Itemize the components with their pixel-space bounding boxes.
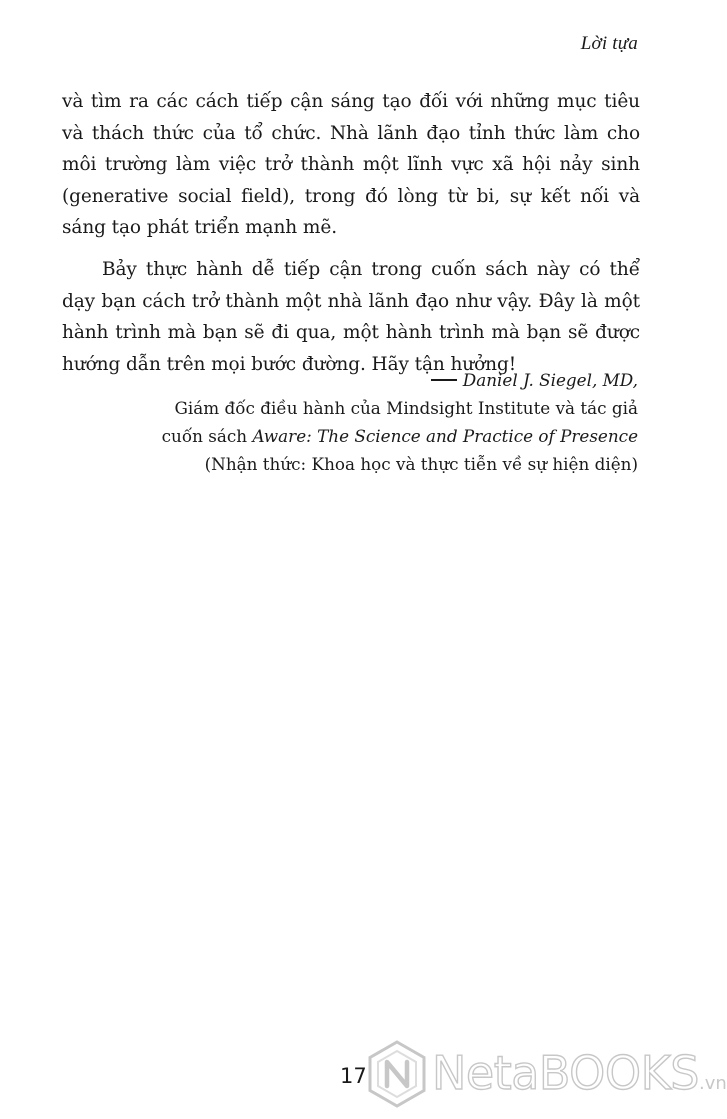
running-header: Lời tựa [580, 33, 638, 54]
book-reference [78, 422, 638, 450]
book-prefix: cuốn sách [161, 426, 253, 446]
attribution-block [78, 366, 638, 478]
watermark-brand: NetaBOOKS [432, 1046, 699, 1100]
n-logo-icon [366, 1039, 428, 1109]
em-dash [431, 379, 457, 381]
page-number: 17 [340, 1064, 367, 1088]
book-title: Aware: The Science and Practice of Presence [252, 426, 638, 446]
paragraph-1: và tìm ra các cách tiếp cận sáng tạo đối với những mục tiêu và thách thức của tổ chức. Nhà lãnh đạo tỉnh thức làm cho môi trường làm việc trở thành một lĩnh vực xã hội nảy sinh (generative social field), trong đó lòng từ bi, sự kết nối và sáng tạo phát triển mạnh mẽ. [62, 91, 640, 239]
watermark-text [432, 1045, 727, 1112]
body-text [62, 86, 640, 380]
watermark-suffix: .vn [698, 1073, 727, 1094]
author-role: Giám đốc điều hành của Mindsight Institute và tác giả [174, 398, 638, 418]
author-signature [78, 366, 638, 394]
author-name: Daniel J. Siegel, MD, [462, 370, 638, 390]
book-title-translation: (Nhận thức: Khoa học và thực tiễn về sự hiện diện) [204, 454, 638, 474]
paragraph-2: Bảy thực hành dễ tiếp cận trong cuốn sách này có thể dạy bạn cách trở thành một nhà lãnh đạo như vậy. Đây là một hành trình mà bạn sẽ đi qua, một hành trình mà bạn sẽ được hướng dẫn trên mọi bước đường. Hãy tận hưởng! [62, 258, 640, 375]
watermark [366, 1039, 727, 1109]
